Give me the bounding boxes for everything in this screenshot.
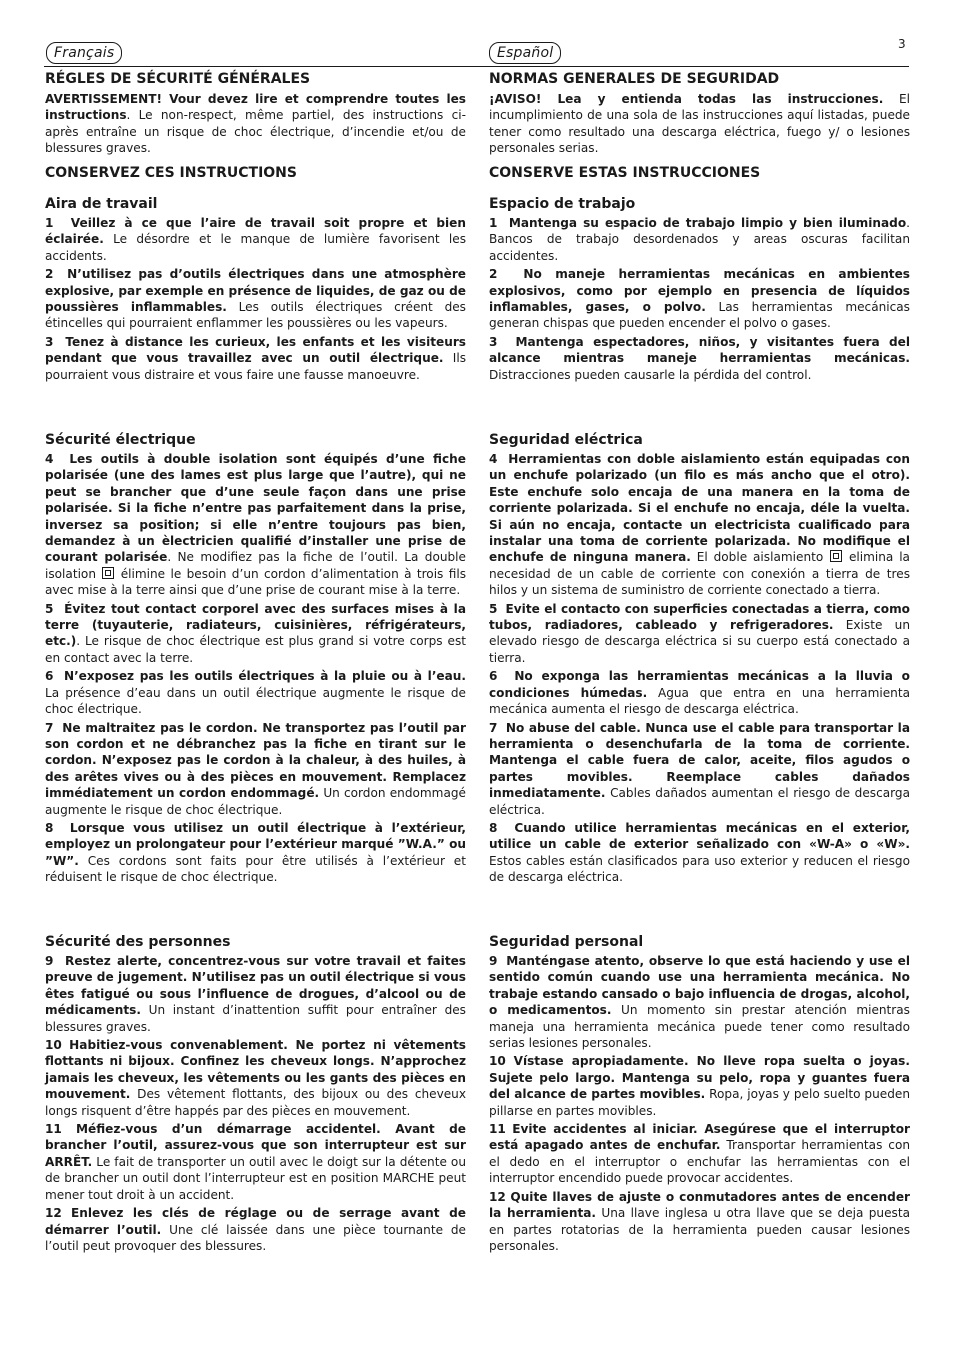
item-number: 12	[489, 1189, 506, 1204]
list-item	[489, 1053, 910, 1119]
section-work-area	[45, 195, 466, 385]
item-lead: Mantenga su espacio de trabajo limpio y bien iluminado	[508, 216, 907, 230]
list-item	[45, 1121, 466, 1203]
item-text: . Bancos de trabajo desordenados y areas oscuras facilitan accidentes.	[489, 216, 910, 263]
item-lead: Habitiez-vous convenablement. Ne portez ni vêtements flottants ni bijoux. Confinez les cheveux longs. N’approchez jamais les cheveux, les vêtements ou les gants des pièces en mouvement.	[45, 1038, 466, 1102]
item-lead: Veillez à ce que l’aire de travail soit propre et bien éclairée.	[45, 216, 466, 247]
warning-lead: ¡AVISO! Lea y entienda todas las instrucciones.	[489, 92, 884, 106]
section-electrical-safety	[489, 431, 910, 888]
item-text: El doble aislamiento	[690, 550, 824, 565]
section-title: Aira de travail	[45, 196, 158, 212]
item-text: Le fait de transporter un outil avec le doigt sur la détente ou de brancher un outil dont l’interrupteur est en position MARCHE peut mener tout droit à un accident.	[45, 1154, 466, 1202]
double-insulation-icon	[102, 567, 114, 579]
item-lead: Mantenga espectadores, niños, y visitantes fuera del alcance mientras maneje herramientas mecánicas.	[489, 334, 910, 366]
item-lead: Herramientas con doble aislamiento están equipadas con un enchufe polarizado (un filo es más ancho que el otro). Este enchufe solo encaja de una manera en la toma de corriente polarizada. Si el enchufe no encaja, déle la vuelta. Si aún no encaja, contacte un electricista cualificado para instalar una toma de corriente polarizada. No modifique el enchufe de ninguna manera.	[489, 452, 910, 565]
item-number: 5	[489, 601, 498, 616]
list-item	[45, 668, 466, 717]
item-text: Un instant d’inattention suffit pour entraîner des blessures graves.	[45, 1003, 466, 1034]
item-lead: Evite accidentes al iniciar. Asegúrese que el interruptor está apagado antes de enchufar.	[489, 1122, 910, 1153]
list-item	[489, 451, 910, 599]
item-text: Estos cables están clasificados para uso exterior y reducen el riesgo de descarga eléctrica.	[489, 853, 910, 885]
section-title: Seguridad personal	[489, 934, 644, 950]
item-lead: No abuse del cable. Nunca use el cable para transportar la herramienta o desenchufarla de la toma de corriente. Mantenga el cable fuera de calor, aceite, filos agudos o partes movibles. Reemplace cables dañados inmediatamente.	[489, 720, 910, 801]
item-text-continued: élimine le besoin d’un cordon d’alimentation à trois fils avec mise à la terre ainsi que d’une prise de courant mise à la terre.	[45, 566, 466, 598]
item-text: Ropa, joyas y pelo suelto pueden pillarse en partes movibles.	[489, 1087, 911, 1118]
list-item	[489, 953, 910, 1051]
item-number: 9	[489, 954, 498, 968]
item-number: 6	[45, 669, 54, 684]
item-text: . Le risque de choc électrique est plus grand si votre corps est en contact avec la terre.	[45, 634, 466, 665]
item-text: Agua que entra en una herramienta mecánica aumenta el riesgo de descarga eléctrica.	[489, 685, 910, 717]
item-number: 3	[489, 334, 498, 349]
item-number: 10	[45, 1038, 62, 1053]
section-heading: NORMAS GENERALES DE SEGURIDAD	[489, 71, 780, 87]
item-number: 1	[489, 216, 498, 230]
warning-paragraph	[45, 91, 466, 157]
list-item	[489, 601, 910, 667]
section-heading: RÉGLES DE SÉCURITÉ GÉNÉRALES	[45, 71, 311, 87]
list-item	[489, 820, 910, 886]
item-lead: Ne maltraitez pas le cordon. Ne transportez pas l’outil par son cordon et ne débranchez pas la fiche en tirant sur le cordon. N’exposez pas le cordon à la chaleur, à des huiles, à des arêtes vives ou à des pièces en mouvement. Remplacez immédiatement un cordon endommagé.	[45, 720, 466, 801]
item-number: 5	[45, 601, 54, 616]
list-item	[45, 1037, 466, 1119]
item-number: 4	[489, 452, 498, 466]
warning-lead: AVERTISSEMENT! Vour devez lire et comprendre toutes les instructions	[45, 92, 466, 123]
item-lead: N’exposez pas les outils électriques à la pluie ou à l’eau.	[63, 669, 466, 684]
list-item	[489, 668, 910, 717]
item-text: Une clé laissée dans une pièce tournante de l’outil peut provoquer des blessures.	[45, 1222, 466, 1253]
item-text: Distracciones pueden causarle la pérdida del control.	[489, 367, 812, 382]
item-text: Des vêtement flottants, des bijoux ou des cheveux longs risquent d’être happés par des pièces en mouvement.	[45, 1087, 466, 1118]
item-text-continued: elimina la necesidad de un cable de corriente con conexión a tierra de tres hilos y un sistema de suministro de corriente conectado a tierra.	[489, 550, 910, 598]
item-text: Existe un elevado riesgo de descarga eléctrica si su cuerpo está conectado a tierra.	[489, 618, 910, 665]
item-text: Una llave inglesa u otra llave que se deja puesta en partes rotatorias de la herramienta pueden causar lesiones personales.	[489, 1206, 910, 1253]
item-number: 11	[489, 1122, 506, 1137]
list-item	[45, 953, 466, 1035]
section-title: Sécurité électrique	[45, 432, 196, 448]
section-electrical-safety	[45, 431, 466, 888]
list-item	[45, 451, 466, 599]
list-item	[45, 1205, 466, 1254]
item-lead: Lorsque vous utilisez un outil électrique à l’extérieur, employez un prolongateur pour l’extérieur marqué ”W.A.” ou ”W”.	[45, 820, 466, 868]
list-item	[45, 266, 466, 332]
item-number: 2	[45, 267, 54, 282]
item-number: 6	[489, 669, 498, 684]
list-item	[489, 266, 910, 332]
item-number: 1	[45, 216, 54, 230]
item-number: 12	[45, 1206, 62, 1221]
item-text: Ces cordons sont faits pour être utilisés à l’extérieur et réduisent le risque de choc électrique.	[45, 853, 466, 885]
warning-text: El incumplimiento de una sola de las instrucciones aquí listadas, puede tener como resultado una descarga eléctrica, fuego y/ o lesiones personales serias.	[489, 92, 910, 156]
language-tag-spanish: Español	[489, 42, 561, 64]
spanish-column	[489, 69, 911, 1253]
item-lead: Quite llaves de ajuste o conmutadores antes de encender la herramienta.	[489, 1189, 910, 1221]
item-lead: Tenez à distance les curieux, les enfants et les visiteurs pendant que vous travaillez avec un outil électrique.	[45, 334, 466, 366]
item-number: 7	[489, 720, 498, 735]
item-number: 10	[489, 1054, 506, 1069]
item-text: Cables dañados aumentan el riesgo de descarga eléctrica.	[489, 786, 910, 817]
warning-text: . Le non-respect, même partiel, des instructions ci-après entraîne un risque de choc électrique, d’incendie et/ou de blessures graves.	[45, 108, 466, 156]
item-lead: No exponga las herramientas mecánicas a la lluvia o condiciones húmedas.	[489, 669, 910, 700]
item-text: Las herramientas mecánicas generan chispas que pueden encender el polvo o gases.	[489, 300, 910, 331]
item-number: 8	[45, 820, 54, 835]
language-tag-french: Français	[46, 42, 122, 64]
item-lead: Enlevez les clés de réglage ou de serrage avant de démarrer l’outil.	[45, 1206, 466, 1237]
item-lead: Cuando utilice herramientas mecánicas en el exterior, utilice un cable de exterior señalizado con «W-A» o «W».	[489, 820, 910, 852]
item-number: 7	[45, 720, 54, 735]
list-item	[45, 720, 466, 818]
item-text: . Ne modifiez pas la fiche de l’outil. La double isolation	[45, 550, 466, 581]
list-item	[45, 820, 466, 886]
item-number: 4	[45, 452, 54, 466]
french-column	[45, 69, 466, 1253]
list-item	[489, 1189, 910, 1255]
conserve-heading: CONSERVEZ CES INSTRUCTIONS	[45, 164, 297, 181]
page-number: 3	[898, 37, 906, 51]
list-item	[489, 334, 910, 383]
double-insulation-icon	[830, 550, 842, 562]
warning-paragraph	[489, 91, 910, 157]
section-title: Sécurité des personnes	[45, 934, 231, 950]
item-text: Un momento sin prestar atención mientras maneja una herramienta mecánica puede tener como resultado serias lesiones personales.	[489, 1003, 910, 1051]
item-lead: Evite el contacto con superficies conectadas a tierra, como tubos, radiadores, cableado y refrigeradores.	[489, 601, 910, 633]
section-title: Espacio de trabajo	[489, 196, 636, 212]
item-number: 9	[45, 954, 54, 968]
item-lead: Les outils à double isolation sont équipés d’une fiche polarisée (une des lames est plus large que l’autre), qui ne peut se brancher que d’une seule façon dans une prise polarisée. Si la fiche n’entre pas parfaitement dans la prise, inversez sa position; si elle n’entre toujours pas bien, demandez à un èlectricien qualifié d’installer une prise de courant polarisée	[45, 452, 466, 565]
item-lead: Évitez tout contact corporel avec des surfaces mises à la terre (tuyauterie, radiateurs, cuisinières, réfrigérateurs, etc.)	[45, 601, 466, 649]
item-lead: N’utilisez pas d’outils électriques dans une atmosphère explosive, par exemple en présence de liquides, de gaz ou de poussières inflammables.	[45, 267, 466, 315]
section-title: Seguridad eléctrica	[489, 432, 643, 448]
item-number: 8	[489, 820, 498, 835]
item-text: Transportar herramientas con el dedo en el interruptor o enchufar las herramientas con el interruptor encendido puede provocar accidentes.	[489, 1138, 911, 1186]
item-number: 2	[489, 267, 498, 282]
section-work-area	[489, 195, 910, 385]
list-item	[489, 1121, 910, 1187]
item-text: Le désordre et le manque de lumière favorisent les accidents.	[45, 232, 466, 263]
list-item	[489, 720, 910, 818]
item-text: Ils pourraient vous distraire et vous faire une fausse manoeuvre.	[45, 351, 466, 382]
list-item	[45, 334, 466, 383]
item-text: La présence d’eau dans un outil électrique augmente le risque de choc électrique.	[45, 685, 466, 717]
list-item	[45, 215, 466, 264]
item-lead: Méfiez-vous d’un démarrage accidentel. Avant de brancher l’outil, assurez-vous que son interrupteur est sur ARRÊT.	[45, 1122, 466, 1169]
item-lead: No maneje herramientas mecánicas en ambientes explosivos, como por ejemplo en presencia de líquidos inflamables, gases, o polvo.	[489, 267, 910, 315]
item-lead: Vístase apropiadamente. No lleve ropa suelta o joyas. Sujete pelo largo. Mantenga su pelo, ropa y guantes fuera del alcance de partes movibles.	[489, 1054, 910, 1102]
item-lead: Manténgase atento, observe lo que está haciendo y use el sentido común cuando use una herramienta mecánica. No trabaje estando cansado o bajo influencia de drogas, alcohol, o medicamentos.	[489, 954, 910, 1018]
header-divider	[44, 66, 909, 67]
item-lead: Restez alerte, concentrez-vous sur votre travail et faites preuve de jugement. N’utilisez pas un outil électrique si vous êtes fatigué ou sous l’influence de drogues, d’alcool ou de médicaments.	[45, 954, 466, 1018]
list-item	[45, 601, 466, 667]
item-number: 3	[45, 334, 54, 349]
section-personal-safety	[489, 933, 910, 1256]
list-item	[489, 215, 910, 264]
item-number: 11	[45, 1122, 62, 1137]
item-text: Un cordon endommagé augmente le risque de choc électrique.	[45, 786, 466, 817]
conserve-heading: CONSERVE ESTAS INSTRUCCIONES	[489, 164, 761, 181]
item-text: Les outils électriques créent des étincelles qui pourraient enflammer les poussières ou les vapeurs.	[45, 300, 466, 331]
section-personal-safety	[45, 933, 466, 1256]
